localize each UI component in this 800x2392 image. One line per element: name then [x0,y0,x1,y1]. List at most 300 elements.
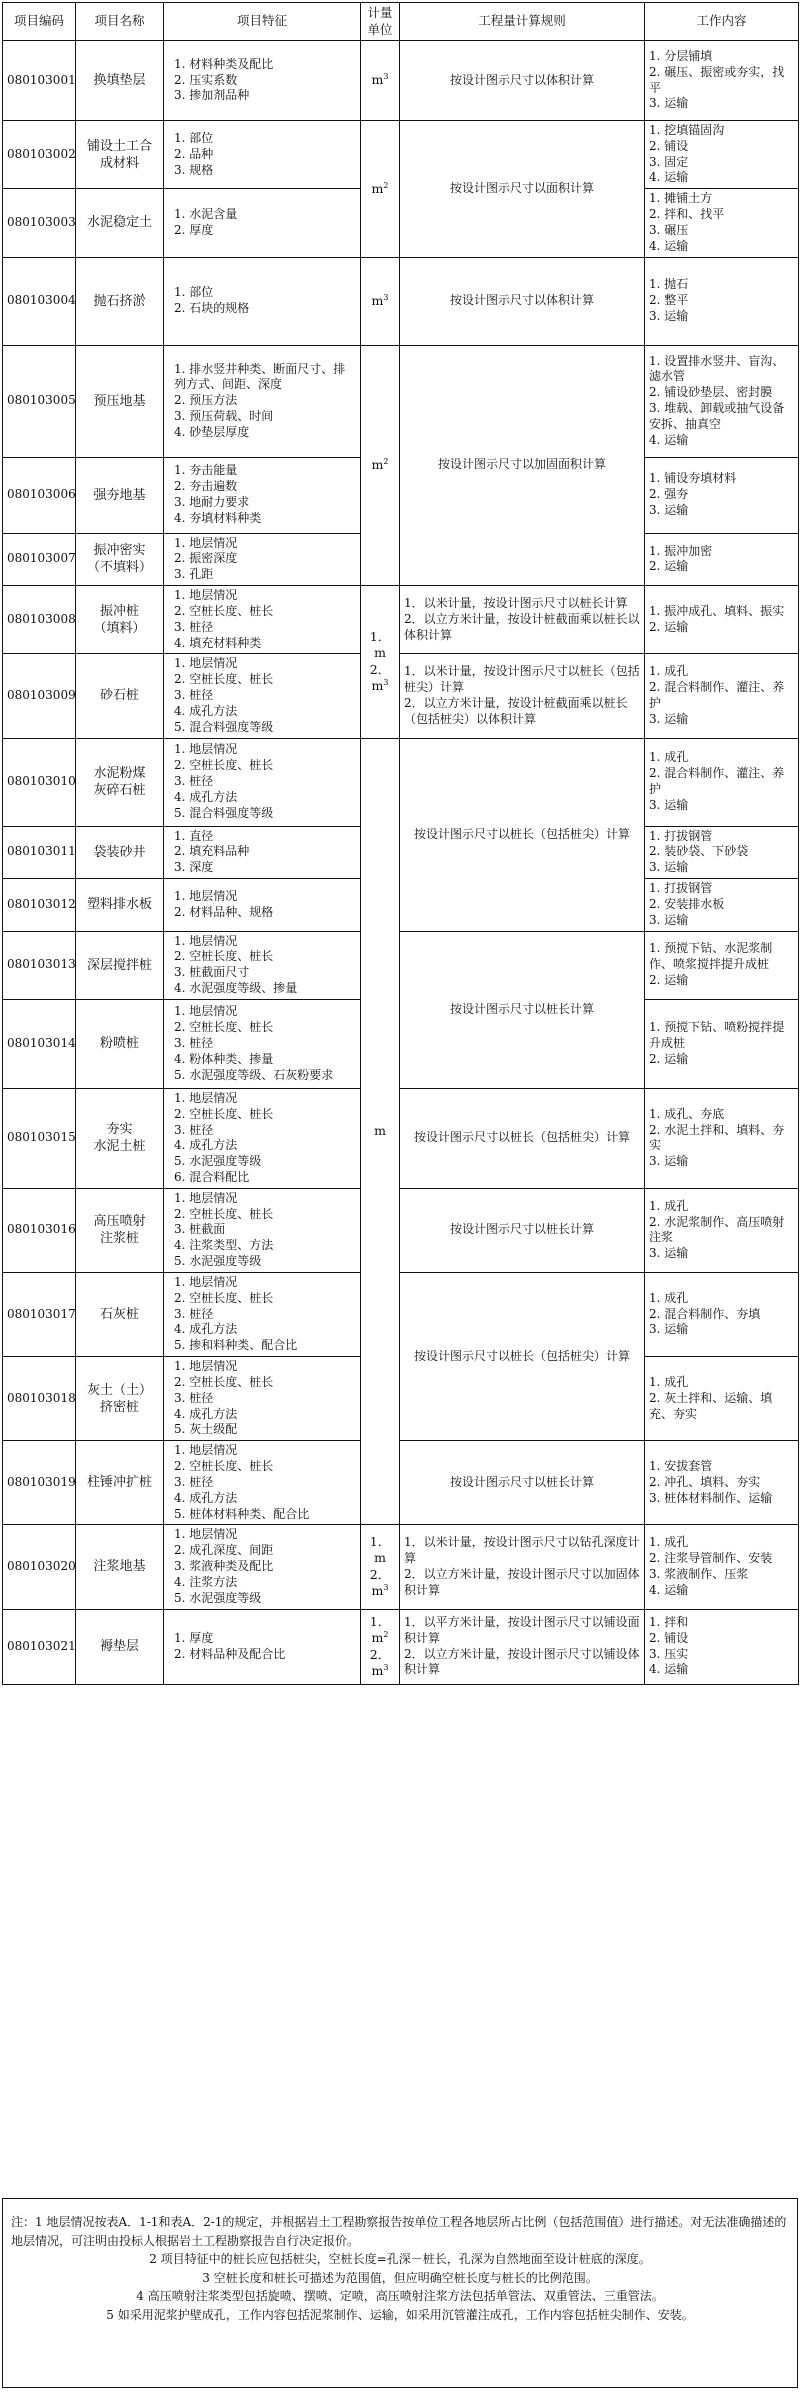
item-features [164,1525,361,1609]
feature-line: 1. 地层情况 [174,1090,238,1105]
rule-cell: 按设计图示尺寸以桩长计算 [400,931,645,1088]
item-code: 080103005 [3,345,76,457]
work-line: 2. 整平 [649,293,689,308]
rule-cell: 按设计图示尺寸以桩长（包括桩尖）计算 [400,738,645,931]
item-name-line: 抛石挤淤 [93,293,146,309]
unit-cell [361,586,400,738]
work-line: 2. 混合料制作、灌注、养护 [649,766,785,797]
work-line: 1. 成孔 [649,1374,689,1389]
feature-line: 5. 水泥强度等级 [174,1590,262,1605]
feature-line: 2. 材料品种、规格 [174,904,274,919]
item-name-line: 换填垫层 [93,72,146,88]
bill-of-quantities-table [2,2,799,1685]
item-name [76,533,164,585]
feature-line: 4. 砂垫层厚度 [174,424,250,439]
item-name-line: 袋装砂井 [93,844,146,860]
feature-line: 2. 品种 [174,146,214,161]
item-features [164,738,361,826]
rule-cell: 按设计图示尺寸以桩长（包括桩尖）计算 [400,1088,645,1188]
work-content [645,533,799,585]
feature-line: 5. 水泥强度等级、石灰粉要求 [174,1067,334,1082]
note-4: 4 高压喷射注浆类型包括旋喷、摆喷、定喷，高压喷射注浆方法包括单管法、双重管法、三重管法。 [136,2289,664,2304]
work-content [645,1188,799,1272]
feature-line: 1. 地层情况 [174,742,238,757]
feature-line: 3. 深度 [174,860,214,875]
work-line: 1. 成孔 [649,1198,689,1213]
work-line: 1. 成孔 [649,1290,689,1305]
note-3: 3 空桩长度和桩长可描述为范围值，但应明确空桩长度与桩长的比例范围。 [202,2270,598,2285]
rule-line: 1．以米计量，按设计图示尺寸以桩长（包括桩尖）计算 [404,664,640,695]
rule-cell: 按设计图示尺寸以桩长（包括桩尖）计算 [400,1272,645,1440]
rule-cell: 按设计图示尺寸以体积计算 [400,41,645,121]
feature-line: 3. 桩径 [174,774,214,789]
item-features [164,189,361,257]
feature-line: 1. 地层情况 [174,1443,238,1458]
work-line: 1. 铺设夯填材料 [649,471,737,486]
unit-text: m [371,457,384,473]
unit-text: 1．m [369,1613,391,1646]
feature-line: 1. 地层情况 [174,1527,238,1542]
work-line: 4. 运输 [649,238,689,253]
feature-line: 2. 厚度 [174,222,214,237]
header-unit-line1: 计量 [367,5,393,20]
work-line: 2. 注浆导管制作、安装 [649,1551,773,1566]
item-code: 080103010 [3,738,76,826]
work-line: 3. 运输 [649,912,689,927]
table-row [3,654,799,738]
item-code: 080103007 [3,533,76,585]
feature-line: 2. 空桩长度、桩长 [174,949,274,964]
table-row [3,257,799,345]
unit-text: m [371,292,384,308]
feature-line: 1. 厚度 [174,1630,214,1645]
work-content [645,1441,799,1525]
feature-line: 1. 直径 [174,828,214,843]
work-line: 2. 水泥土拌和、填料、夯实 [649,1122,785,1153]
feature-line: 1. 地层情况 [174,933,238,948]
table-row [3,1188,799,1272]
item-features [164,931,361,999]
work-content [645,654,799,738]
work-content [645,257,799,345]
note-5: 5 如采用泥浆护壁成孔，工作内容包括泥浆制作、运输，如采用沉管灌注成孔，工作内容包括桩尖制作、安装。 [106,2307,694,2322]
rule-cell: 按设计图示尺寸以加固面积计算 [400,345,645,585]
unit-line [365,1614,395,1647]
rule-line: 2．以立方米计量，按设计桩截面乘以桩长以体积计算 [404,611,640,642]
unit-line [365,1567,395,1600]
item-name-line: 柱锤冲扩桩 [86,1475,152,1491]
table-header-row [3,3,799,41]
feature-line: 1. 地层情况 [174,588,238,603]
work-line: 1. 预搅下钻、水泥浆制作、喷浆搅拌提升成桩 [649,941,773,972]
work-line: 2. 冲孔、填料、夯实 [649,1474,761,1489]
feature-line: 4. 成孔方法 [174,1138,238,1153]
work-line: 3. 运输 [649,1246,689,1261]
work-line: 1. 拌和 [649,1614,689,1629]
work-content [645,586,799,654]
unit-exponent: 2 [383,1629,389,1639]
item-code: 080103009 [3,654,76,738]
item-name-line: 深层搅拌桩 [86,957,152,973]
work-line: 2. 混合料制作、灌注、养护 [649,680,785,710]
unit-line [365,72,395,89]
unit-cell [361,121,400,258]
work-line: 2. 水泥浆制作、高压喷射注浆 [649,1214,785,1245]
feature-line: 5. 水泥强度等级 [174,1254,262,1269]
item-name [76,879,164,931]
work-line: 2. 强夯 [649,487,689,502]
table-row [3,1272,799,1356]
item-features [164,1441,361,1525]
work-line: 3. 运输 [649,711,689,726]
feature-line: 3. 浆液种类及配比 [174,1559,274,1574]
item-code: 080103011 [3,826,76,878]
feature-line: 3. 掺加剂品种 [174,88,250,103]
work-line: 1. 预搅下钻、喷粉搅拌提升成桩 [649,1020,785,1050]
unit-exponent: 3 [383,72,389,82]
table-row [3,1088,799,1188]
work-line: 2. 装砂袋、下砂袋 [649,844,749,859]
item-code: 080103015 [3,1088,76,1188]
rule-cell: 按设计图示尺寸以桩长计算 [400,1441,645,1525]
feature-line: 2. 石块的规格 [174,301,250,316]
item-code: 080103003 [3,189,76,257]
item-name-line: （填料） [93,620,146,636]
feature-line: 4. 成孔方法 [174,703,238,718]
item-name [76,345,164,457]
unit-exponent: 3 [383,678,389,688]
work-content [645,1525,799,1609]
table-row [3,586,799,654]
feature-line: 1. 地层情况 [174,535,238,550]
table-row [3,931,799,999]
item-name-line: 振冲桩 [99,603,139,619]
item-name-line: 灰土（土） [86,1382,152,1398]
table-row [3,1609,799,1684]
item-name [76,189,164,257]
item-code: 080103002 [3,121,76,189]
item-name [76,121,164,189]
item-name-line: （不填料） [86,560,152,576]
feature-line: 2. 空桩长度、桩长 [174,1374,274,1389]
work-content [645,121,799,189]
unit-line [365,662,395,695]
feature-line: 3. 规格 [174,162,214,177]
feature-line: 5. 水泥强度等级 [174,1154,262,1169]
item-features [164,999,361,1088]
feature-line: 3. 桩径 [174,1035,214,1050]
item-name-line: 强夯地基 [93,487,146,503]
work-line: 3. 桩体材料制作、运输 [649,1490,773,1505]
item-name-line: 高压喷射 [93,1214,146,1230]
item-features [164,1088,361,1188]
item-name [76,257,164,345]
table-row [3,1441,799,1525]
feature-line: 2. 夯击遍数 [174,479,238,494]
item-code: 080103019 [3,1441,76,1525]
item-name-line: 预压地基 [93,393,146,409]
item-features [164,826,361,878]
feature-line: 4. 注浆类型、方法 [174,1238,274,1253]
feature-line: 6. 混合料配比 [174,1169,250,1184]
work-line: 1. 打拔钢管 [649,881,713,896]
feature-line: 4. 注浆方法 [174,1574,238,1589]
feature-line: 4. 水泥强度等级、掺量 [174,981,298,996]
header-name: 项目名称 [76,3,164,41]
item-name [76,999,164,1088]
work-line: 4. 运输 [649,432,689,447]
feature-line: 4. 夯填材料种类 [174,510,262,525]
work-content [645,345,799,457]
feature-line: 3. 桩径 [174,1390,214,1405]
work-line: 2. 运输 [649,1051,689,1066]
item-features [164,1188,361,1272]
item-features [164,1609,361,1684]
item-name-line: 粉喷桩 [99,1036,139,1052]
rule-cell: 按设计图示尺寸以面积计算 [400,121,645,258]
unit-text: m [374,1123,386,1139]
work-line: 3. 压实 [649,1646,689,1661]
unit-line [365,1647,395,1680]
item-features [164,586,361,654]
unit-line [365,457,395,474]
item-code: 080103017 [3,1272,76,1356]
table-row [3,121,799,189]
unit-line [365,293,395,310]
work-line: 1. 挖填锚固沟 [649,123,725,137]
feature-line: 4. 成孔方法 [174,789,238,804]
item-name-line: 铺设土工合 [86,138,152,154]
item-name [76,41,164,121]
item-features [164,879,361,931]
work-line: 1. 摊铺土方 [649,191,713,206]
item-features [164,345,361,457]
item-name-line: 夯实 [106,1122,133,1138]
unit-text: 2．m [369,661,391,694]
feature-line: 3. 桩径 [174,688,214,703]
header-unit [361,3,400,41]
feature-line: 1. 水泥含量 [174,207,238,222]
note-2: 2 项目特征中的桩长应包括桩尖，空桩长度=孔深－桩长，孔深为自然地面至设计桩底的深度。 [149,2252,651,2267]
item-code: 080103001 [3,41,76,121]
feature-line: 1. 地层情况 [174,888,238,903]
unit-text: 1．m [369,1533,391,1566]
item-features [164,1272,361,1356]
work-line: 2. 混合料制作、夯填 [649,1306,761,1321]
feature-line: 1. 排水竖井种类、断面尺寸、排列方式、间距、深度 [174,361,346,392]
work-line: 1. 安拔套管 [649,1459,713,1474]
rule-line: 2．以立方米计量，按设计图示尺寸以加固体积计算 [404,1566,640,1597]
work-line: 2. 铺设 [649,138,689,153]
feature-line: 2. 材料品种及配合比 [174,1646,286,1661]
work-content [645,1272,799,1356]
item-name-line: 水泥稳定土 [86,215,152,231]
item-features [164,533,361,585]
work-content [645,189,799,257]
feature-line: 3. 预压荷载、时间 [174,409,274,424]
item-name [76,738,164,826]
item-name [76,654,164,738]
unit-text: 2．m [369,1646,391,1679]
work-content [645,1357,799,1441]
feature-line: 4. 成孔方法 [174,1406,238,1421]
item-name-line: 褥垫层 [99,1638,139,1654]
work-line: 1. 分层铺填 [649,48,713,63]
unit-text: m [371,180,384,196]
header-feature: 项目特征 [164,3,361,41]
feature-line: 2. 预压方法 [174,393,238,408]
unit-cell [361,1609,400,1684]
item-name-line: 注浆地基 [93,1559,146,1575]
feature-line: 3. 桩截面 [174,1222,226,1237]
feature-line: 3. 地耐力要求 [174,495,250,510]
rule-line: 2．以立方米计量，按设计桩截面乘以桩长（包括桩尖）以体积计算 [404,695,628,726]
rule-line: 2．以立方米计量，按设计图示尺寸以铺设体积计算 [404,1646,640,1677]
unit-line [365,629,395,662]
work-line: 3. 运输 [649,96,689,111]
item-code: 080103020 [3,1525,76,1609]
work-line: 3. 固定 [649,154,689,169]
header-code: 项目编码 [3,3,76,41]
unit-cell [361,345,400,585]
work-line: 2. 运输 [649,973,689,988]
work-line: 1. 抛石 [649,277,689,292]
item-name-line: 振冲密实 [93,543,146,559]
work-line: 3. 运输 [649,503,689,518]
unit-cell [361,738,400,1525]
feature-line: 4. 填充材料种类 [174,635,262,650]
unit-cell [361,41,400,121]
item-features [164,257,361,345]
feature-line: 1. 夯击能量 [174,463,238,478]
feature-line: 2. 空桩长度、桩长 [174,1020,274,1035]
work-line: 3. 堆载、卸载或抽气设备安拆、抽真空 [649,401,785,431]
feature-line: 2. 填充料品种 [174,844,250,859]
item-code: 080103004 [3,257,76,345]
item-features [164,654,361,738]
feature-line: 3. 桩径 [174,1122,214,1137]
feature-line: 5. 灰土级配 [174,1422,238,1437]
item-name [76,1188,164,1272]
item-code: 080103012 [3,879,76,931]
header-rule: 工程量计算规则 [400,3,645,41]
feature-line: 2. 成孔深度、间距 [174,1543,274,1558]
work-line: 1. 成孔、夯底 [649,1106,725,1121]
item-name [76,586,164,654]
feature-line: 2. 空桩长度、桩长 [174,603,274,618]
work-line: 2. 运输 [649,619,689,634]
item-name-line: 挤密桩 [99,1399,139,1415]
feature-line: 5. 混合料强度等级 [174,719,274,734]
unit-line [365,1534,395,1567]
rule-line: 1．以米计量，按设计图示尺寸以桩长计算 [404,596,628,611]
item-features [164,1357,361,1441]
work-line: 1. 振冲加密 [649,543,713,558]
unit-cell [361,257,400,345]
work-line: 2. 运输 [649,559,689,574]
item-code: 080103013 [3,931,76,999]
item-name [76,1272,164,1356]
feature-line: 2. 空桩长度、桩长 [174,672,274,687]
feature-line: 1. 地层情况 [174,656,238,671]
rule-cell [400,1525,645,1609]
item-name-line: 砂石桩 [99,688,139,704]
feature-line: 1. 地层情况 [174,1190,238,1205]
feature-line: 1. 地层情况 [174,1359,238,1374]
unit-exponent: 3 [383,1583,389,1593]
unit-text: 2．m [369,1566,391,1599]
work-content [645,1088,799,1188]
item-features [164,41,361,121]
rule-line: 1．以米计量，按设计图示尺寸以钻孔深度计算 [404,1535,640,1566]
work-line: 3. 碾压 [649,222,689,237]
work-line: 4. 运输 [649,170,689,185]
work-content [645,738,799,826]
item-features [164,121,361,189]
work-line: 4. 运输 [649,1582,689,1597]
work-line: 3. 运输 [649,1154,689,1169]
work-line: 2. 安装排水板 [649,896,725,911]
unit-exponent: 3 [383,1662,389,1672]
work-line: 1. 设置排水竖井、盲沟、滤水管 [649,353,785,384]
unit-text: 1．m [369,628,391,661]
work-line: 1. 成孔 [649,1535,689,1550]
item-code: 080103016 [3,1188,76,1272]
item-name [76,1525,164,1609]
work-line: 1. 打拔钢管 [649,828,713,843]
work-line: 2. 灰土拌和、运输、填充、夯实 [649,1390,773,1421]
header-unit-line2: 单位 [367,21,393,37]
work-line: 2. 拌和、找平 [649,207,725,222]
feature-line: 5. 掺和料种类、配合比 [174,1338,298,1353]
feature-line: 1. 部位 [174,130,214,145]
work-line: 3. 运输 [649,1322,689,1337]
feature-line: 2. 空桩长度、桩长 [174,1206,274,1221]
feature-line: 2. 空桩长度、桩长 [174,758,274,773]
table-row [3,345,799,457]
item-name-line: 成材料 [99,155,139,171]
feature-line: 3. 桩径 [174,619,214,634]
item-features [164,457,361,533]
work-line: 1. 成孔 [649,750,689,765]
table-row [3,41,799,121]
item-code: 080103006 [3,457,76,533]
unit-text: m [371,72,384,88]
item-name-line: 灰碎石桩 [93,783,146,799]
item-name-line: 水泥粉煤 [93,765,146,781]
feature-line: 2. 空桩长度、桩长 [174,1459,274,1474]
feature-line: 3. 孔距 [174,567,214,582]
work-content [645,41,799,121]
item-code: 080103018 [3,1357,76,1441]
item-name [76,826,164,878]
feature-line: 2. 空桩长度、桩长 [174,1290,274,1305]
item-name-line: 水泥土桩 [93,1139,146,1155]
item-name-line: 注浆桩 [99,1231,139,1247]
feature-line: 2. 振密深度 [174,551,238,566]
table-row [3,738,799,826]
note-1: 注：1 地层情况按表A．1-1和表A．2-1的规定，并根据岩土工程勘察报告按单位工程各地层所占比例（包括范围值）进行描述。对无法准确描述的地层情况，可注明由投标人根据岩土工程勘察报告自行决定报价。 [11,2215,787,2248]
feature-line: 1. 部位 [174,285,214,300]
item-name-line: 塑料排水板 [86,897,152,913]
rule-cell: 按设计图示尺寸以桩长计算 [400,1188,645,1272]
table-notes [2,2198,798,2388]
work-line: 1. 成孔 [649,664,689,679]
feature-line: 4. 成孔方法 [174,1490,238,1505]
work-line: 3. 运输 [649,797,689,812]
rule-line: 1．以平方米计量，按设计图示尺寸以铺设面积计算 [404,1614,640,1645]
feature-line: 3. 桩径 [174,1474,214,1489]
